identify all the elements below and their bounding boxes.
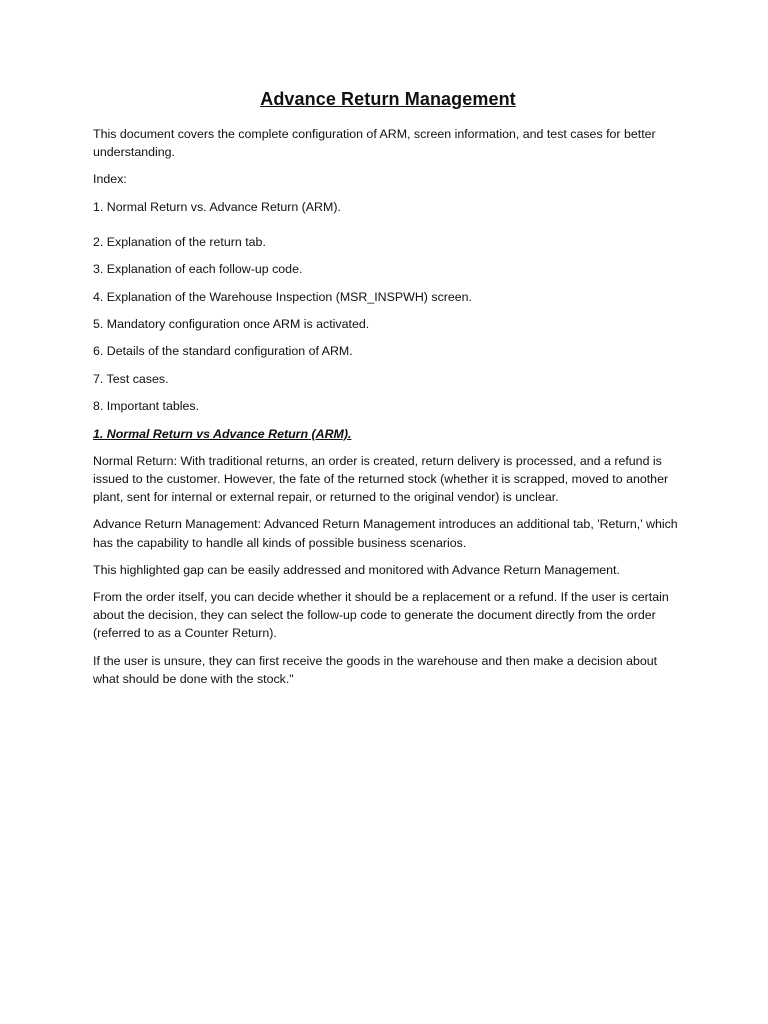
section-paragraph: Advance Return Management: Advanced Return Management introduces an additional tab, 'Return,' which has the capability to handle all kinds of possible business scenarios. bbox=[93, 517, 678, 550]
index-item: 7. Test cases. bbox=[93, 371, 169, 386]
section-paragraph: If the user is unsure, they can first receive the goods in the warehouse and then make a decision about what should be done with the stock." bbox=[93, 653, 658, 686]
document-title: Advance Return Management bbox=[260, 89, 516, 109]
section-paragraph: From the order itself, you can decide whether it should be a replacement or a refund. If the user is certain about the decision, they can select the follow-up code to generate the document directly from the order (referred to as a Counter Return). bbox=[93, 589, 669, 641]
index-item: 4. Explanation of the Warehouse Inspection (MSR_INSPWH) screen. bbox=[93, 289, 473, 304]
intro-paragraph: This document covers the complete configuration of ARM, screen information, and test cases for better understanding. bbox=[93, 127, 656, 160]
section-paragraph: This highlighted gap can be easily addressed and monitored with Advance Return Management. bbox=[93, 562, 620, 577]
index-item: 1. Normal Return vs. Advance Return (ARM). bbox=[93, 199, 341, 214]
index-item: 3. Explanation of each follow-up code. bbox=[93, 262, 303, 277]
index-list bbox=[93, 198, 683, 416]
section-paragraph: Normal Return: With traditional returns, an order is created, return delivery is processed, and a refund is issued to the customer. However, the fate of the returned stock (whether it is scrapped, moved to another plant, sent for internal or external repair, or returned to the original vendor) is unclear. bbox=[93, 453, 669, 505]
section-heading: 1. Normal Return vs Advance Return (ARM). bbox=[93, 426, 352, 441]
index-item: 5. Mandatory configuration once ARM is activated. bbox=[93, 316, 370, 331]
document-page bbox=[93, 86, 683, 697]
index-label: Index: bbox=[93, 172, 127, 187]
index-item: 8. Important tables. bbox=[93, 399, 200, 414]
index-item: 2. Explanation of the return tab. bbox=[93, 234, 266, 249]
index-item: 6. Details of the standard configuration of ARM. bbox=[93, 344, 353, 359]
